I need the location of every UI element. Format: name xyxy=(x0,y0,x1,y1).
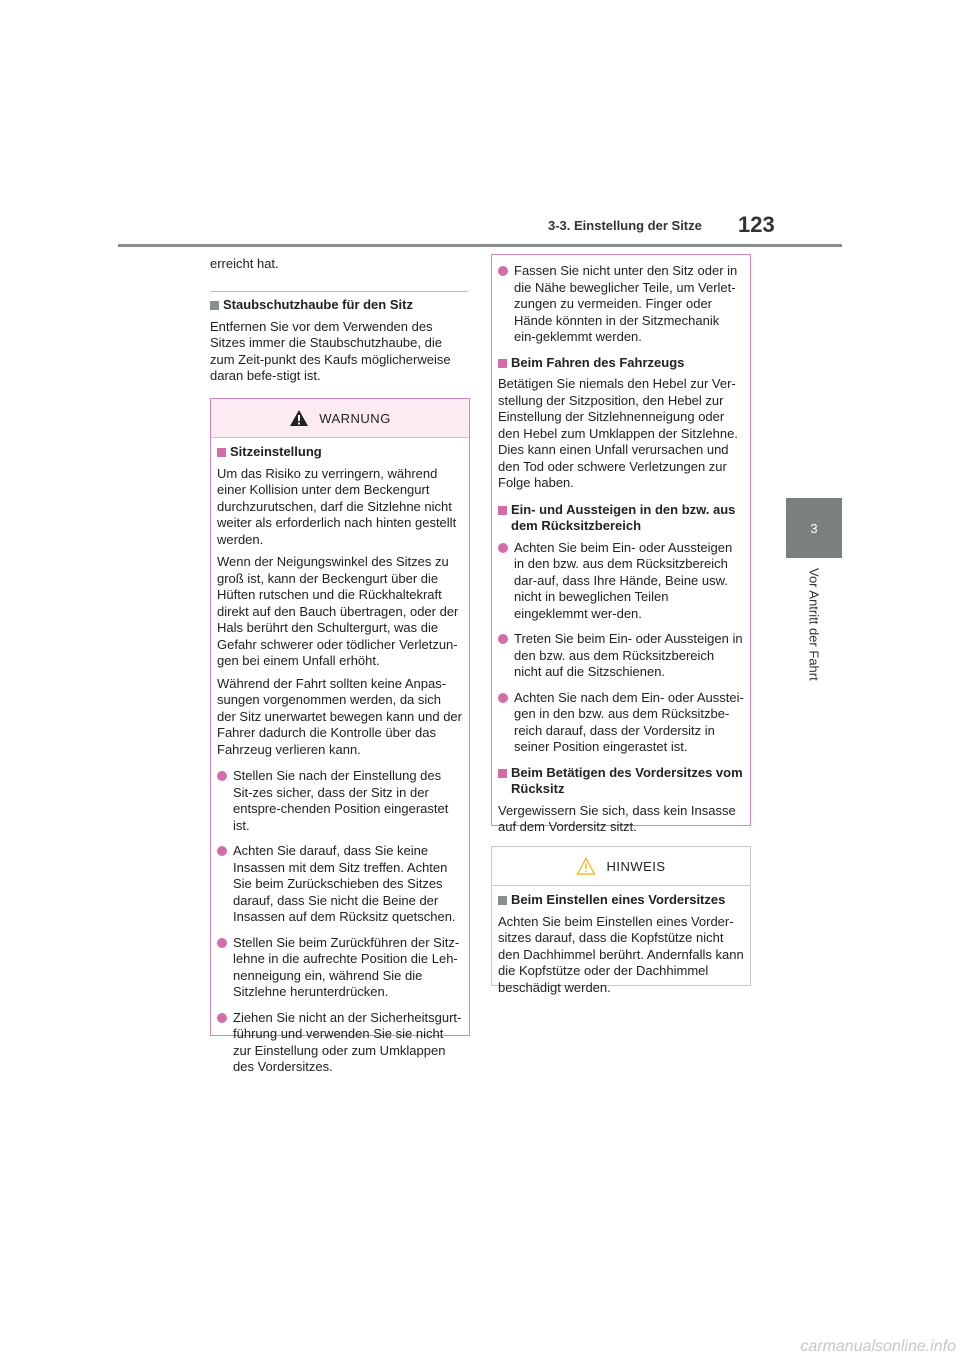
warning-bullet: Stellen Sie nach der Einstellung des Sit-zes sicher, dass der Sitz in der entspre-chenden Position eingerastet ist. xyxy=(217,768,463,834)
chapter-title: Vor Antritt der Fahrt xyxy=(806,568,822,681)
front-seat-text: Vergewissern Sie sich, dass kein Insasse auf dem Vordersitz sitzt. xyxy=(498,802,736,834)
chapter-label xyxy=(786,568,842,708)
dot-bullet-icon xyxy=(217,938,227,948)
dust-heading: Staubschutzhaube für den Sitz xyxy=(210,297,470,314)
warning-box xyxy=(210,398,470,1074)
page-number: 123 xyxy=(738,212,775,237)
footer-watermark: carmanualsonline.info xyxy=(800,1338,956,1355)
note-box xyxy=(491,846,751,995)
chapter-number: 3 xyxy=(810,520,818,536)
square-bullet-icon xyxy=(498,896,507,905)
dot-bullet-icon xyxy=(217,1013,227,1023)
warning-body xyxy=(211,438,469,1076)
warning-bullet: Fassen Sie nicht unter den Sitz oder in die Nähe beweglicher Teile, um Verlet-zungen zu vermeiden. Finger oder Hände könnten in der Sitzmechanik ein-geklemmt werden. xyxy=(498,263,744,346)
entry-bullet: Achten Sie beim Ein- oder Aussteigen in den bzw. aus dem Rücksitzbereich dar-auf, dass Ihre Hände, Beine usw. nicht in beweglichen Teilen eingeklemmt wer-den. xyxy=(498,540,744,623)
caution-triangle-icon xyxy=(576,857,596,875)
dust-text: Entfernen Sie vor dem Verwenden des Sitzes immer die Staubschutzhaube, die zum Zeit-punkt des Kaufs möglicherweise daran befe-stigt ist. xyxy=(210,318,451,383)
dot-bullet-icon xyxy=(217,846,227,856)
warning-box-continued xyxy=(491,254,751,834)
header-rule xyxy=(118,244,842,247)
warning-paragraph: Während der Fahrt sollten keine Anpas-sungen vorgenommen werden, da sich der Sitz unerwartet bewegen kann und der Fahrer dadurch die Kontrolle über das Fahrzeug verlieren kann. xyxy=(217,675,462,757)
section-title: 3-3. Einstellung der Sitze xyxy=(548,218,702,233)
dot-bullet-icon xyxy=(217,771,227,781)
intro-text: erreicht hat. xyxy=(210,256,279,271)
warning-bullet: Ziehen Sie nicht an der Sicherheitsgurt-führung und verwenden Sie sie nicht zur Einstellung oder zum Umklappen des Vordersitzes. xyxy=(217,1010,463,1076)
driving-text: Betätigen Sie niemals den Hebel zur Ver-stellung der Sitzposition, den Hebel zur Einstellung der Sitzlehnenneigung oder den Hebel zum Umklappen der Sitzlehne. Dies kann einen Unfall verursachen und den Tod oder schwere Verletzungen zur Folge haben. xyxy=(498,376,738,490)
entry-bullet: Achten Sie nach dem Ein- oder Ausstei-gen in den bzw. aus dem Rücksitzbe-reich darauf, dass der Vordersitz in seiner Position eingerastet ist. xyxy=(498,690,744,756)
note-title: HINWEIS xyxy=(606,858,666,874)
warning-heading: Sitzeinstellung xyxy=(217,444,463,461)
note-body xyxy=(492,886,750,996)
front-seat-heading: Beim Betätigen des Vordersitzes vom Rücksitz xyxy=(498,765,744,798)
warning-bullet: Stellen Sie beim Zurückführen der Sitz-lehne in die aufrechte Position die Leh-nenneigung ein, während Sie die Sitzlehne herunterdrücken. xyxy=(217,935,463,1001)
dot-bullet-icon xyxy=(498,543,508,553)
note-text: Achten Sie beim Einstellen eines Vorder-sitzes darauf, dass die Kopfstütze nicht den Dachhimmel berührt. Andernfalls kann die Kopfstütze oder der Dachhimmel beschädigt werden. xyxy=(498,913,744,995)
dot-bullet-icon xyxy=(498,693,508,703)
warning-bullet: Achten Sie darauf, dass Sie keine Insassen mit dem Sitz treffen. Achten Sie beim Zurückschieben des Sitzes darauf, dass Sie nicht die Beine der Insassen auf dem Rücksitz quetschen. xyxy=(217,843,463,926)
warning-header xyxy=(211,399,469,438)
square-bullet-icon xyxy=(498,506,507,515)
dust-section xyxy=(210,297,470,391)
entry-heading: Ein- und Aussteigen in den bzw. aus dem Rücksitzbereich xyxy=(498,502,744,535)
dot-bullet-icon xyxy=(498,266,508,276)
entry-bullet: Treten Sie beim Ein- oder Aussteigen in den bzw. aus dem Rücksitzbereich nicht auf die Sitzschienen. xyxy=(498,631,744,681)
driving-heading: Beim Fahren des Fahrzeugs xyxy=(498,355,744,372)
square-bullet-icon xyxy=(217,448,226,457)
warning-body-continued xyxy=(492,255,750,836)
divider xyxy=(210,291,468,292)
note-heading: Beim Einstellen eines Vordersitzes xyxy=(498,892,744,909)
left-column xyxy=(210,256,470,279)
warning-triangle-icon xyxy=(289,409,309,427)
warning-paragraph: Um das Risiko zu verringern, während einer Kollision unter dem Beckengurt durchzurutschen, darf die Sitzlehne nicht weiter als erforderlich nach hinten gestellt werden. xyxy=(217,465,457,547)
warning-paragraph: Wenn der Neigungswinkel des Sitzes zu groß ist, kann der Beckengurt über die Hüften rutschen und die Rückhaltekraft direkt auf den Bauch übertragen, oder der Hals berührt den Schultergurt, was die Gefahr schwerer oder tödlicher Verletzun-gen bei einem Unfall erhöht. xyxy=(217,554,459,668)
note-header xyxy=(492,847,750,886)
square-bullet-icon xyxy=(498,359,507,368)
warning-title: WARNUNG xyxy=(319,410,391,426)
dot-bullet-icon xyxy=(498,634,508,644)
square-bullet-icon xyxy=(498,769,507,778)
chapter-tab xyxy=(786,498,842,558)
square-bullet-icon xyxy=(210,301,219,310)
